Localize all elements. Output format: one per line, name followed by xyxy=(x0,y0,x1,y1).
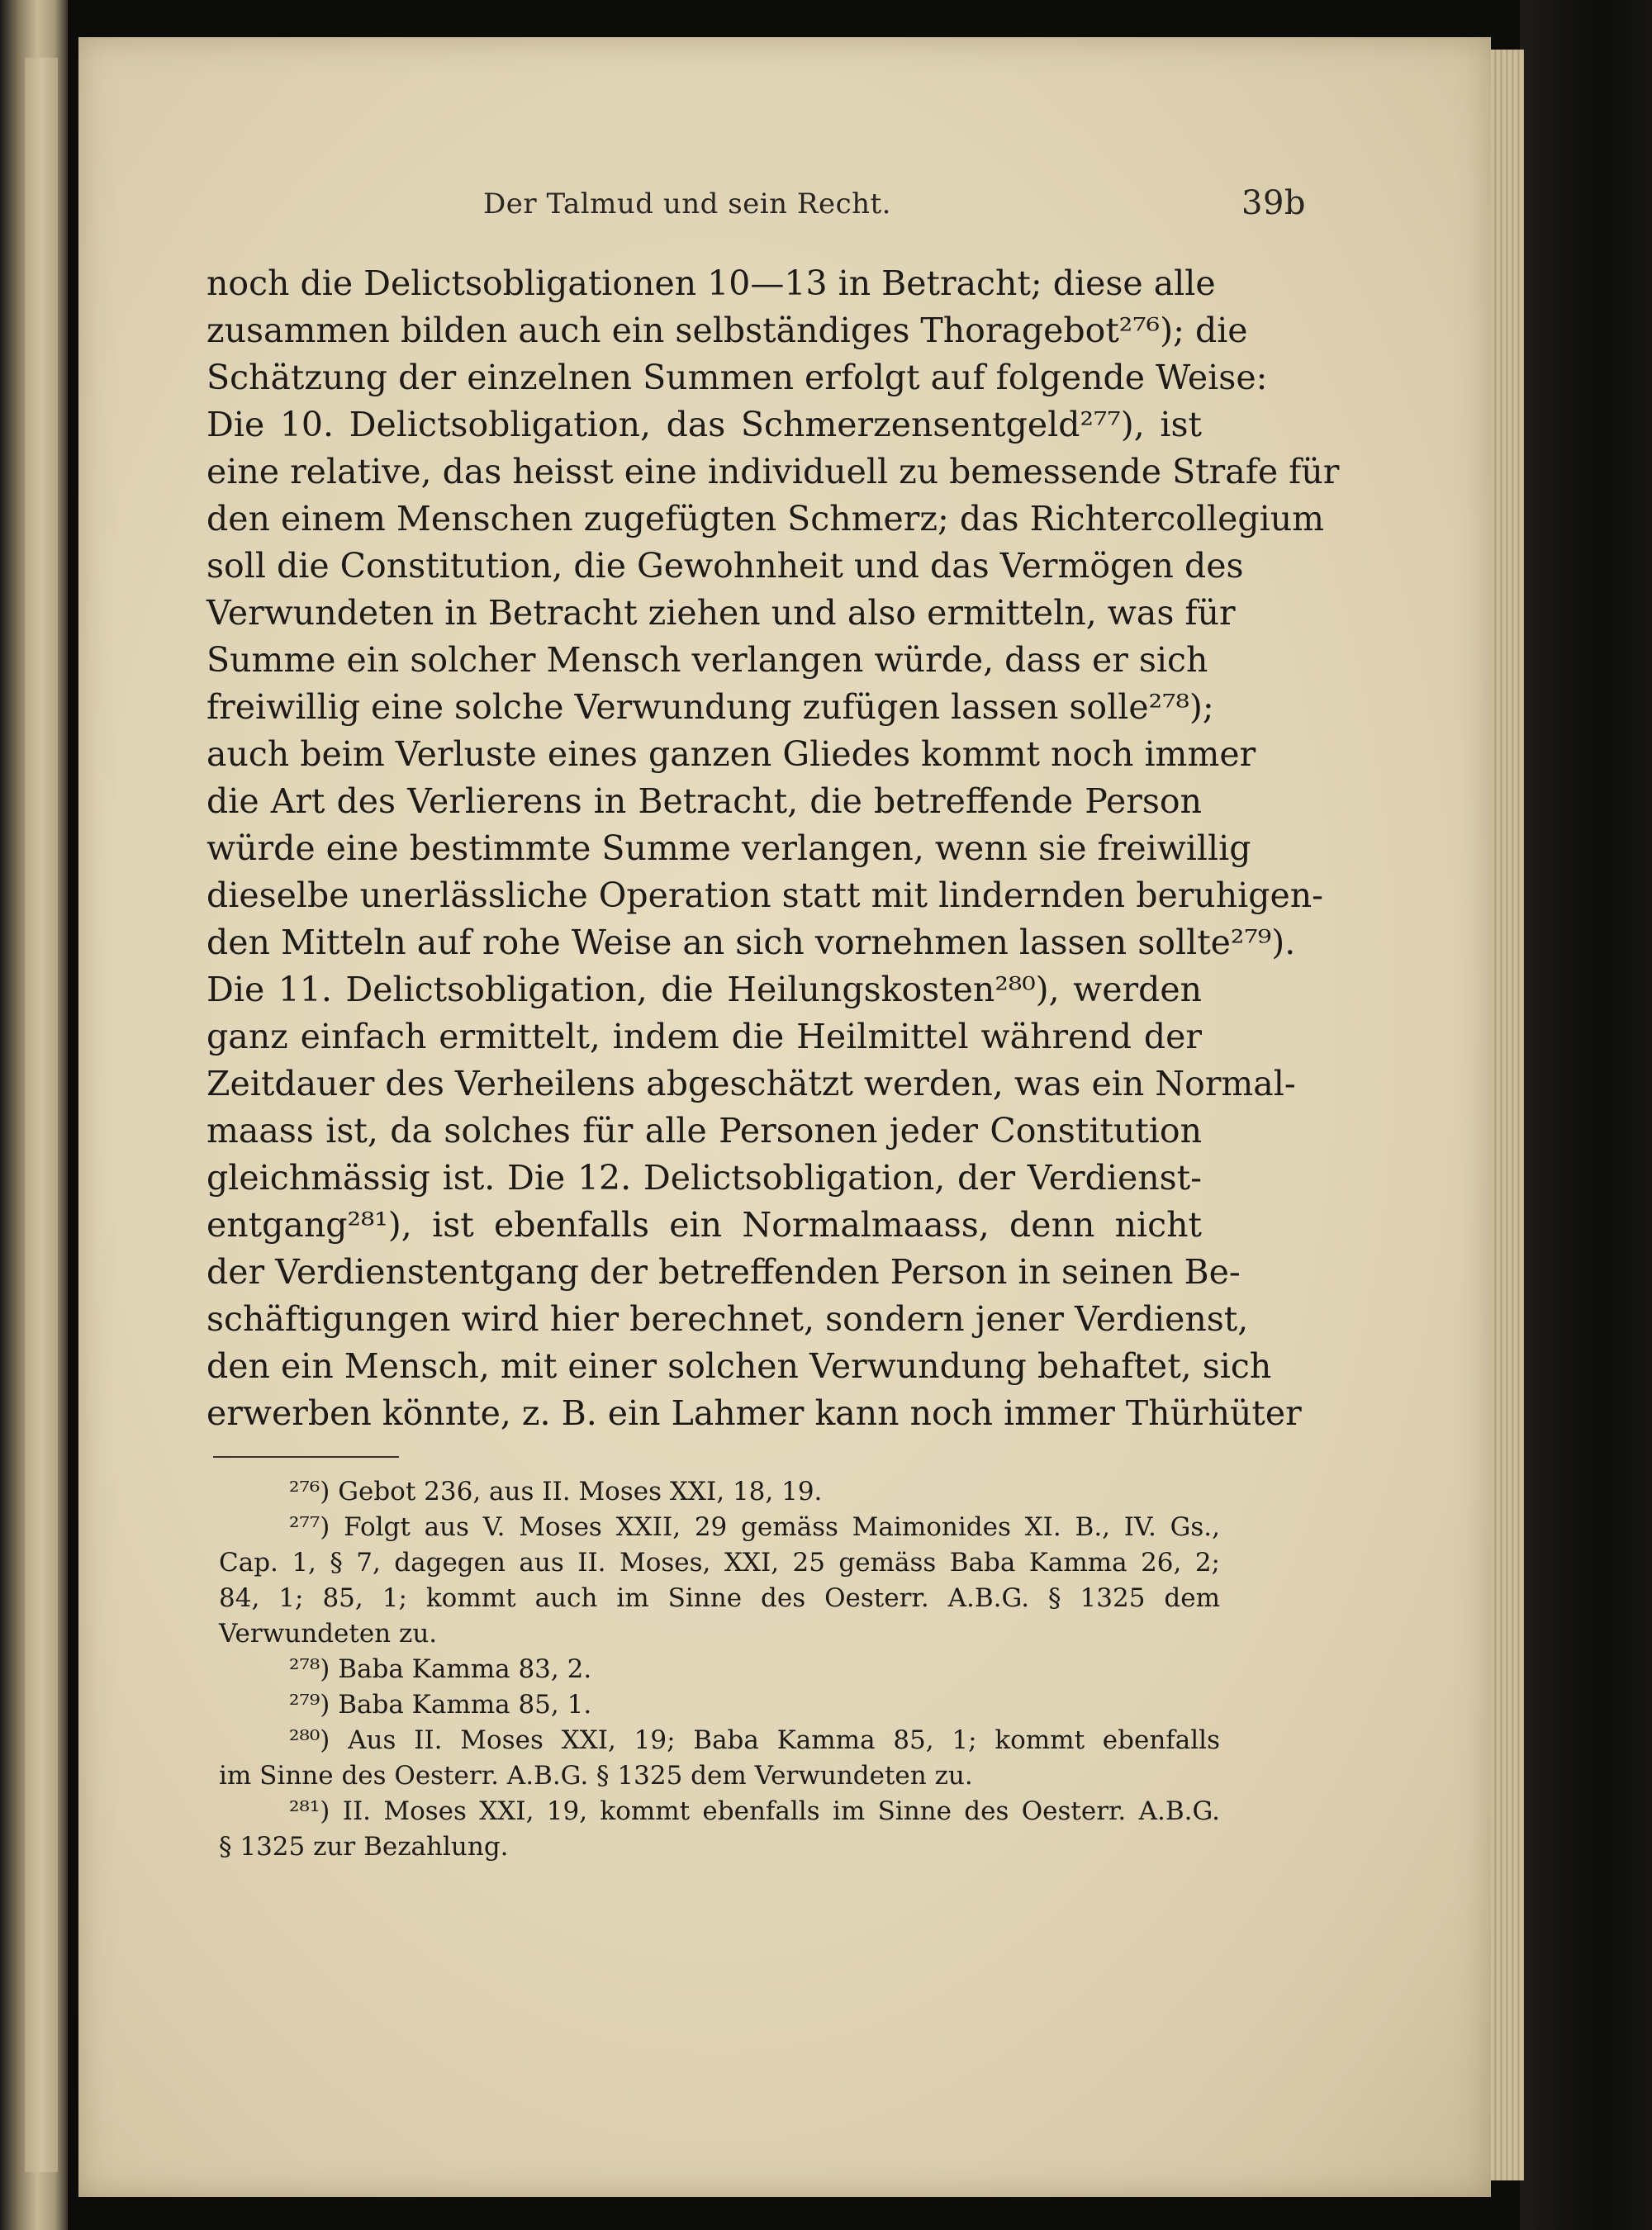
left-page-strip xyxy=(25,58,58,2172)
footnote-rule xyxy=(213,1456,399,1458)
footnote-line: Cap. 1, § 7, dagegen aus II. Moses, XXI, 25 gemäss Baba Kamma 26, 2; xyxy=(219,1548,1220,1578)
footnote-line: ²⁷⁶) Gebot 236, aus II. Moses XXI, 18, 19. xyxy=(289,1477,823,1506)
body-line: zusammen bilden auch ein selbständiges Thoragebot²⁷⁶); die xyxy=(206,311,1248,350)
running-title: Der Talmud und sein Recht. xyxy=(483,187,891,221)
body-line: Summe ein solcher Mensch verlangen würde, dass er sich xyxy=(206,640,1208,680)
footnote-line: ²⁸¹) II. Moses XXI, 19, kommt ebenfalls im Sinne des Oesterr. A.B.G. xyxy=(289,1796,1220,1826)
footnote-line: ²⁸⁰) Aus II. Moses XXI, 19; Baba Kamma 85, 1; kommt ebenfalls xyxy=(289,1725,1220,1755)
page-number: 39b xyxy=(1241,184,1307,222)
body-line: würde eine bestimmte Summe verlangen, wenn sie freiwillig xyxy=(206,828,1251,868)
body-line: soll die Constitution, die Gewohnheit und das Vermögen des xyxy=(206,546,1244,586)
body-line: entgang²⁸¹), ist ebenfalls ein Normalmaass, denn nicht xyxy=(206,1205,1202,1245)
footnote-line: ²⁷⁸) Baba Kamma 83, 2. xyxy=(289,1654,592,1684)
body-line: Die 10. Delictsobligation, das Schmerzensentgeld²⁷⁷), ist xyxy=(206,405,1202,444)
body-line: Zeitdauer des Verheilens abgeschätzt werden, was ein Normal- xyxy=(206,1064,1296,1103)
body-line: eine relative, das heisst eine individuell zu bemessende Strafe für xyxy=(206,452,1340,491)
footnote-line: § 1325 zur Bezahlung. xyxy=(219,1832,509,1862)
footnote-line: im Sinne des Oesterr. A.B.G. § 1325 dem Verwundeten zu. xyxy=(219,1761,973,1791)
body-line: den ein Mensch, mit einer solchen Verwundung behaftet, sich xyxy=(206,1346,1272,1386)
footnote-line: 84, 1; 85, 1; kommt auch im Sinne des Oesterr. A.B.G. § 1325 dem xyxy=(219,1583,1220,1613)
page-header xyxy=(483,184,1309,229)
body-line: die Art des Verlierens in Betracht, die betreffende Person xyxy=(206,781,1202,821)
body-line: den Mitteln auf rohe Weise an sich vornehmen lassen sollte²⁷⁹). xyxy=(206,923,1296,962)
footnote-line: ²⁷⁹) Baba Kamma 85, 1. xyxy=(289,1690,592,1720)
body-line: der Verdienstentgang der betreffenden Person in seinen Be- xyxy=(206,1252,1241,1292)
body-line: maass ist, da solches für alle Personen jeder Constitution xyxy=(206,1111,1202,1151)
body-line: dieselbe unerlässliche Operation statt mit lindernden beruhigen- xyxy=(206,875,1323,915)
body-line: Verwundeten in Betracht ziehen und also ermitteln, was für xyxy=(206,593,1236,633)
body-line: ganz einfach ermittelt, indem die Heilmittel während der xyxy=(206,1017,1202,1056)
book-cover xyxy=(1520,0,1652,2230)
body-line: gleichmässig ist. Die 12. Delictsobligation, der Verdienst- xyxy=(206,1158,1202,1198)
body-line: Die 11. Delictsobligation, die Heilungskosten²⁸⁰), werden xyxy=(206,970,1202,1009)
body-line: noch die Delictsobligationen 10—13 in Betracht; diese alle xyxy=(206,263,1216,303)
body-text xyxy=(206,260,1340,1437)
body-line: freiwillig eine solche Verwundung zufügen lassen solle²⁷⁸); xyxy=(206,687,1214,727)
body-line: Schätzung der einzelnen Summen erfolgt auf folgende Weise: xyxy=(206,358,1268,397)
body-line: erwerben könnte, z. B. ein Lahmer kann noch immer Thürhüter xyxy=(206,1393,1302,1433)
footnote-line: Verwundeten zu. xyxy=(219,1619,438,1649)
footnote-line: ²⁷⁷) Folgt aus V. Moses XXII, 29 gemäss Maimonides XI. B., IV. Gs., xyxy=(289,1512,1220,1542)
body-line: auch beim Verluste eines ganzen Gliedes kommt noch immer xyxy=(206,734,1256,774)
body-line: schäftigungen wird hier berechnet, sondern jener Verdienst, xyxy=(206,1299,1249,1339)
body-line: den einem Menschen zugefügten Schmerz; das Richtercollegium xyxy=(206,499,1325,539)
footnotes xyxy=(219,1474,1220,1865)
